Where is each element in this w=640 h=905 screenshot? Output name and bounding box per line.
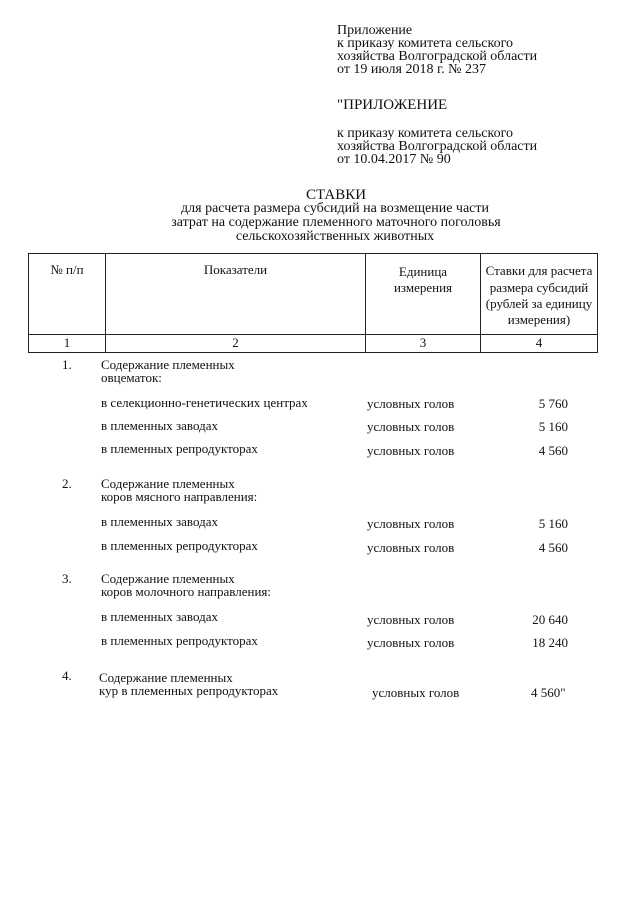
item-unit: условных голов — [367, 419, 455, 434]
appendix-line-3: хозяйства Волгоградской области — [337, 49, 538, 64]
appendix-line-2: к приказу комитета сельского — [337, 36, 514, 51]
item-unit: условных голов — [367, 516, 455, 531]
item-rate: 5 160 — [538, 516, 568, 531]
col-number-4: 4 — [535, 335, 543, 350]
section-title-2: коров молочного направления: — [101, 584, 272, 599]
title-sub-1: для расчета размера субсидий на возмещение части — [181, 201, 489, 216]
item-unit: условных голов — [367, 396, 455, 411]
section-title-2: коров мясного направления: — [101, 489, 258, 504]
header-col-number: № п/п — [50, 262, 84, 277]
col-number-1: 1 — [63, 335, 71, 350]
item-label: в племенных репродукторах — [101, 538, 258, 553]
item-rate: 5 160 — [538, 419, 568, 434]
section-title-2: кур в племенных репродукторах — [99, 683, 279, 698]
title-sub-2: затрат на содержание племенного маточного поголовья — [171, 215, 501, 230]
header-col-rate-4: измерения) — [507, 312, 571, 327]
item-unit: условных голов — [367, 540, 455, 555]
item-label: в племенных заводах — [101, 514, 218, 529]
title-main: СТАВКИ — [305, 187, 367, 203]
section-number: 1. — [62, 357, 72, 372]
header-col-rate-1: Ставки для расчета — [485, 263, 593, 278]
item-unit: условных голов — [367, 443, 455, 458]
header-col-indicators: Показатели — [203, 262, 268, 277]
item-rate: 18 240 — [532, 635, 568, 650]
item-label: в племенных репродукторах — [101, 441, 258, 456]
col-number-2: 2 — [232, 335, 239, 350]
table-bottom-border — [28, 352, 598, 353]
item-label: в племенных заводах — [101, 609, 218, 624]
item-rate: 4 560" — [531, 685, 566, 700]
title-sub-3: сельскохозяйственных животных — [235, 229, 435, 244]
item-unit: условных голов — [367, 635, 455, 650]
section-number: 3. — [62, 571, 72, 586]
table-top-border — [28, 253, 598, 254]
section-number: 4. — [62, 668, 72, 683]
table-border-right — [597, 253, 598, 353]
section-title-1: Содержание племенных — [99, 670, 233, 685]
section-title-1: Содержание племенных — [101, 357, 235, 372]
section-title-1: Содержание племенных — [101, 476, 235, 491]
appendix2-title: "ПРИЛОЖЕНИЕ — [337, 97, 448, 113]
item-label: в племенных репродукторах — [101, 633, 258, 648]
appendix-line-1: Приложение — [337, 23, 413, 38]
section-title-2: овцематок: — [101, 370, 162, 385]
section-title-1: Содержание племенных — [101, 571, 235, 586]
item-rate: 4 560 — [538, 540, 568, 555]
appendix2-line-3: от 10.04.2017 № 90 — [337, 152, 451, 167]
appendix2-line-1: к приказу комитета сельского — [337, 126, 514, 141]
item-rate: 4 560 — [538, 443, 568, 458]
item-unit: условных голов — [372, 685, 460, 700]
item-label: в селекционно-генетических центрах — [101, 395, 308, 410]
appendix-line-4: от 19 июля 2018 г. № 237 — [337, 62, 486, 77]
item-rate: 20 640 — [532, 612, 568, 627]
header-col-unit-1: Единица — [398, 264, 448, 279]
col-number-3: 3 — [419, 335, 427, 350]
item-label: в племенных заводах — [101, 418, 218, 433]
header-col-rate-2: размера субсидий — [489, 280, 589, 295]
item-unit: условных голов — [367, 612, 455, 627]
appendix2-line-2: хозяйства Волгоградской области — [337, 139, 538, 154]
header-col-unit-2: измерения — [393, 280, 453, 295]
item-rate: 5 760 — [538, 396, 568, 411]
header-col-rate-3: (рублей за единицу — [485, 296, 593, 311]
section-number: 2. — [62, 476, 72, 491]
